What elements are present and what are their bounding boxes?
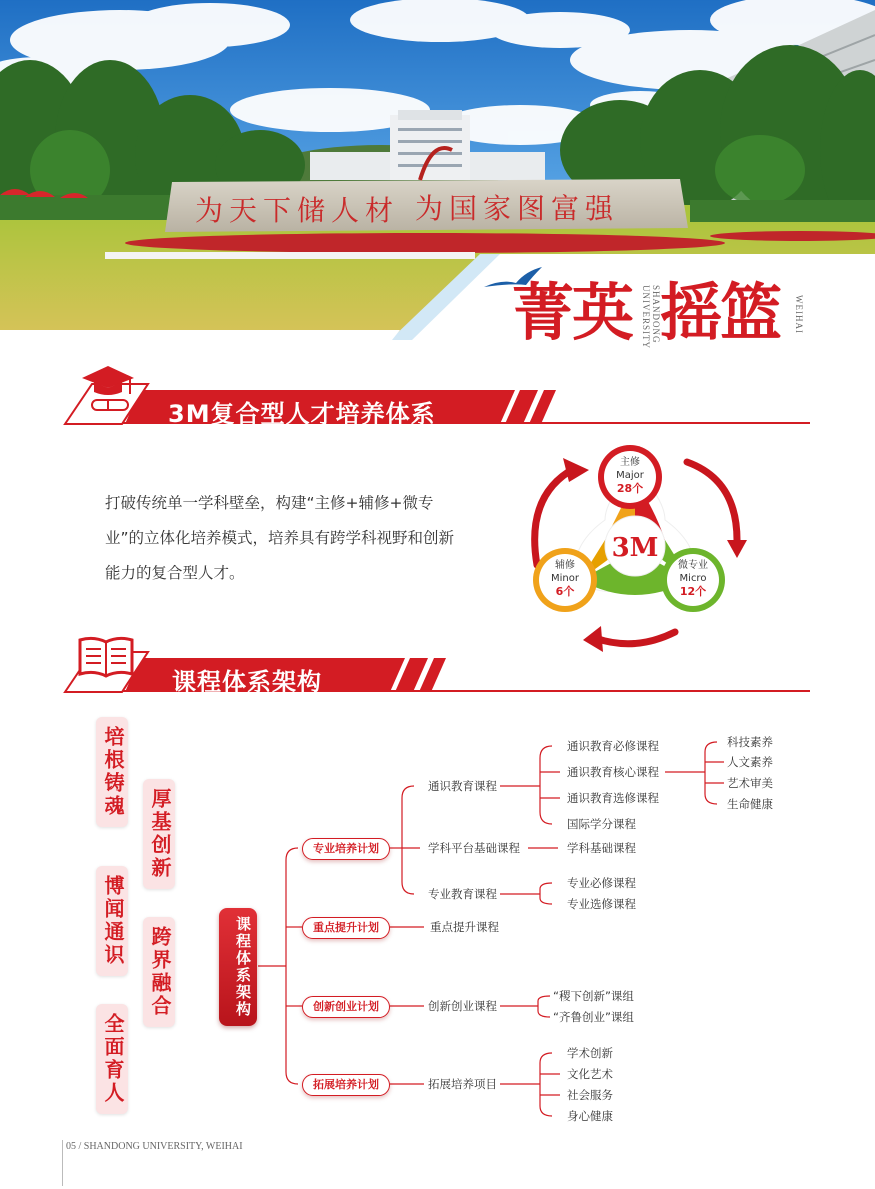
plan-expand: 拓展培养计划 [302,1074,390,1096]
motto-4: 跨界融合 [143,917,175,1027]
innovation-item: “稷下创新”课组 [553,989,634,1003]
major-en: Major [616,470,644,481]
node-professional: 专业教育课程 [428,887,497,901]
general-item: 通识教育核心课程 [567,765,659,779]
brand-title-part-b: 摇篮 [660,276,781,349]
node-innovation: 创新创业课程 [428,999,497,1013]
footer-text: 05 / SHANDONG UNIVERSITY, WEIHAI [66,1141,243,1152]
minor-en: Minor [551,573,579,584]
brand-side-university: SHANDONG UNIVERSITY [640,285,661,349]
expand-item: 学术创新 [567,1046,613,1060]
section1-paragraph: 打破传统单一学科壁垒，构建“主修+辅修+微专业”的立体化培养模式，培养具有跨学科视野和创新能力的复合型人才。 [105,494,455,582]
micro-count: 12个 [679,585,707,598]
core-item: 科技素养 [727,735,773,749]
core-item: 生命健康 [727,797,773,811]
footer-divider [62,1140,63,1186]
node-platform: 学科平台基础课程 [428,841,520,855]
core-item: 人文素养 [727,755,773,769]
monument-inscription-right: 为国家图富强 [415,192,620,225]
motto-3: 博闻通识 [96,866,128,976]
general-item: 国际学分课程 [567,817,636,831]
tree-root: 课程体系架构 [219,908,257,1026]
core-item: 艺术审美 [727,776,773,790]
monument-inscription-left: 为天下储人材 [195,194,400,227]
minor-cn: 辅修 [555,560,575,571]
motto-5: 全面育人 [96,1004,128,1114]
platform-item: 学科基础课程 [567,841,636,855]
major-count: 28个 [616,482,644,495]
brand-side-weihai: WEIHAI [793,295,804,334]
plan-key: 重点提升计划 [302,917,390,939]
expand-item: 社会服务 [567,1088,613,1102]
micro-en: Micro [679,573,707,584]
general-item: 通识教育选修课程 [567,791,659,805]
brand-title-part-a: 菁英 [512,276,633,349]
3m-center-label: 3M [611,533,659,563]
node-general: 通识教育课程 [428,779,497,793]
node-key: 重点提升课程 [430,920,499,934]
expand-item: 身心健康 [567,1109,613,1123]
minor-count: 6个 [555,585,575,598]
expand-item: 文化艺术 [567,1067,613,1081]
professional-item: 专业必修课程 [567,876,636,890]
section1-title: 3M复合型人才培养体系 [168,400,436,428]
motto-1: 培根铸魂 [96,717,128,827]
major-cn: 主修 [620,457,640,468]
plan-professional: 专业培养计划 [302,838,390,860]
general-item: 通识教育必修课程 [567,739,659,753]
innovation-item: “齐鲁创业”课组 [553,1010,634,1024]
section2-title: 课程体系架构 [172,668,322,696]
plan-innovation: 创新创业计划 [302,996,390,1018]
professional-item: 专业选修课程 [567,897,636,911]
node-expand: 拓展培养项目 [428,1077,497,1091]
motto-2: 厚基创新 [143,779,175,889]
micro-cn: 微专业 [678,560,708,571]
